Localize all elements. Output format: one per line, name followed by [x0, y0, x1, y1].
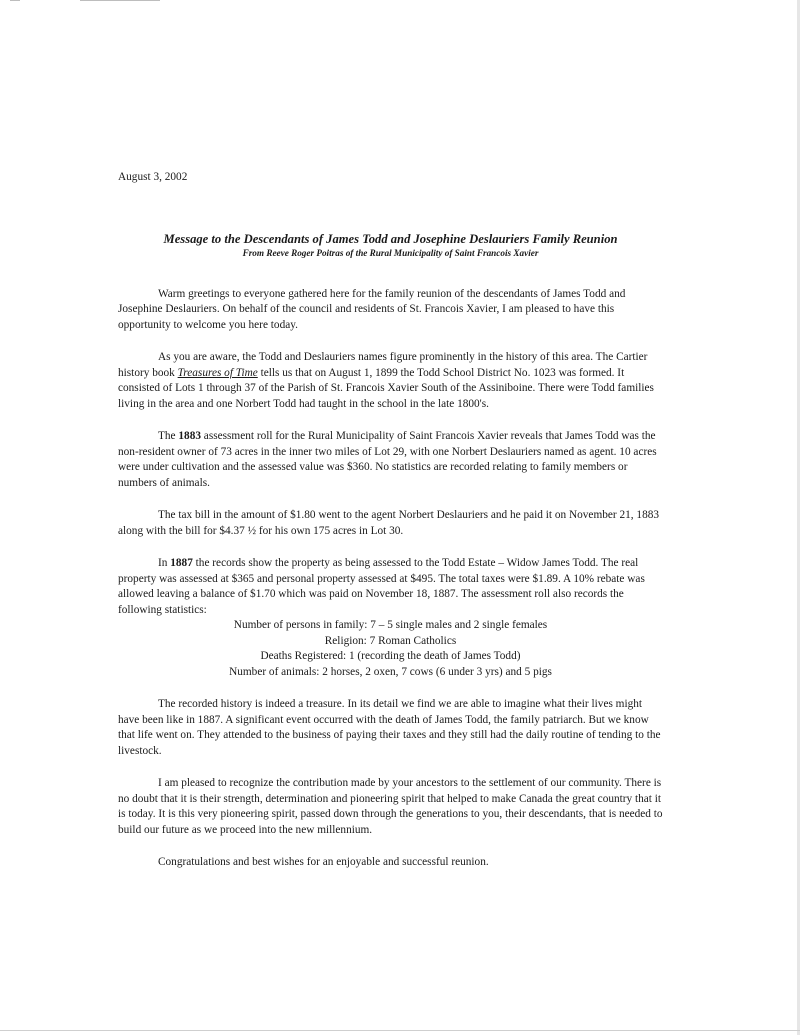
paragraph-recognition: I am pleased to recognize the contribution made by your ancestors to the settlement of our community. There is no doubt that it is their strength, determination and pioneering spirit that helped to make Canada the great country that it is today. It is this very pioneering spirit, passed down through the generations to you, their descendants, that is needed to build our future as we proceed into the new millennium.	[118, 777, 663, 836]
history-text-after: tells us that on August 1, 1899 the Todd School District No. 1023 was formed. It consisted of Lots 1 through 37 of the Parish of St. Francois Xavier South of the Assiniboine. There were Todd families living in the area and one Norbert Todd had taught in the school in the late 1800's.	[118, 366, 654, 410]
scan-top-mark	[10, 0, 160, 2]
stat-animals: Number of animals: 2 horses, 2 oxen, 7 cows (6 under 3 yrs) and 5 pigs	[229, 665, 552, 678]
letter-date: August 3, 2002	[118, 171, 188, 183]
paragraph-history	[118, 350, 663, 412]
stat-religion: Religion: 7 Roman Catholics	[324, 634, 457, 647]
history-text-before: As you are aware, the Todd and Deslauriers names figure prominently in the history of this area. The Cartier history book	[118, 351, 648, 379]
statistics-list	[118, 618, 663, 680]
letter-subtitle: From Reeve Roger Poitras of the Rural Municipality of Saint Francois Xavier	[242, 247, 539, 258]
paragraph-treasure: The recorded history is indeed a treasure. In its detail we find we are able to imagine what their lives might have been like in 1887. A significant event occurred with the death of James Todd, the family patriarch. But we know that life went on. They attended to the business of paying their taxes and they still had the daily routine of tending to the livestock.	[118, 698, 661, 757]
letter-title: Message to the Descendants of James Todd and Josephine Deslauriers Family Reunion	[163, 231, 618, 246]
paragraph-closing: Congratulations and best wishes for an enjoyable and successful reunion.	[158, 856, 489, 868]
paragraph-greeting: Warm greetings to everyone gathered here for the family reunion of the descendants of James Todd and Josephine Deslauriers. On behalf of the council and residents of St. Francois Xavier, I am pleased to have this opportunity to welcome you here today.	[118, 287, 626, 331]
stat-persons: Number of persons in family: 7 – 5 single males and 2 single females	[233, 619, 548, 631]
records-1887-before: In	[158, 557, 171, 569]
paragraph-tax-bill: The tax bill in the amount of $1.80 went to the agent Norbert Deslauriers and he paid it on November 21, 1883 along with the bill for $4.37 ½ for his own 175 acres in Lot 30.	[118, 509, 660, 537]
paragraph-1883-assessment	[118, 429, 663, 491]
assessment-1883-before: The	[158, 430, 179, 442]
book-title: Treasures of Time	[177, 366, 258, 379]
letter-body	[118, 170, 663, 888]
year-1883: 1883	[178, 430, 201, 442]
records-1887-after: the records show the property as being assessed to the Todd Estate – Widow James Todd. The real property was assessed at $365 and personal property assessed at $495. The total taxes were $1.89. A 10% rebate was allowed leaving a balance of $1.70 which was paid on November 18, 1887. The assessment roll also records the following statistics:	[118, 557, 645, 616]
scan-bottom-edge	[0, 1030, 800, 1031]
stat-deaths: Deaths Registered: 1 (recording the death of James Todd)	[260, 650, 521, 662]
year-1887: 1887	[170, 557, 193, 569]
assessment-1883-after: assessment roll for the Rural Municipality of Saint Francois Xavier reveals that James Todd was the non-resident owner of 73 acres in the inner two miles of Lot 29, with one Norbert Deslauriers named as agent. 10 acres were under cultivation and the assessed value was $360. No statistics are recorded relating to family members or numbers of animals.	[118, 430, 657, 489]
paragraph-1887-records	[118, 556, 663, 618]
